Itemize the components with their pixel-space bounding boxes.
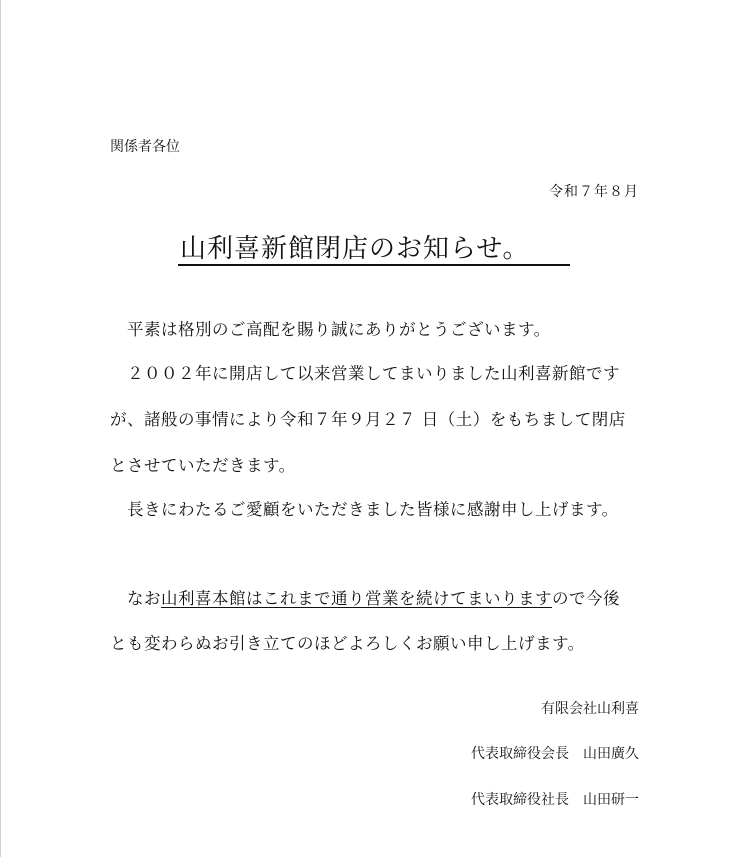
notice-title: 山利喜新館閉店のお知らせ。: [180, 234, 530, 264]
body-line-announcement-3: とさせていただきます。: [110, 456, 296, 475]
body-line-announcement-1: ２００２年に開店して以来営業してまいりました山利喜新館です: [110, 364, 620, 383]
body-line-closing: とも変わらぬお引き立てのほどよろしくお願い申し上げます。: [110, 634, 585, 653]
signature-chairman: 代表取締役会長 山田廣久: [471, 746, 639, 762]
addressee: 関係者各位: [110, 139, 180, 155]
main-store-suffix: ので今後: [552, 589, 620, 608]
main-store-prefix: なお: [110, 589, 161, 608]
signature-company: 有限会社山利喜: [541, 701, 639, 717]
title-underline: [178, 264, 570, 266]
body-line-thanks: 長きにわたるご愛顧をいただきました皆様に感謝申し上げます。: [110, 500, 619, 519]
body-line-main-store: [110, 585, 620, 609]
body-line-greeting: 平素は格別のご高配を賜り誠にありがとうございます。: [110, 320, 551, 339]
notice-date: 令和７年８月: [549, 184, 639, 200]
page-left-edge: [0, 0, 1, 857]
signature-president: 代表取締役社長 山田研一: [471, 792, 639, 808]
body-line-announcement-2: が、諸般の事情により令和７年９月２７ 日（土）をもちまして閉店: [110, 410, 626, 429]
main-store-underlined-text: 山利喜本館はこれまで通り営業を続けてまいります: [161, 589, 552, 608]
